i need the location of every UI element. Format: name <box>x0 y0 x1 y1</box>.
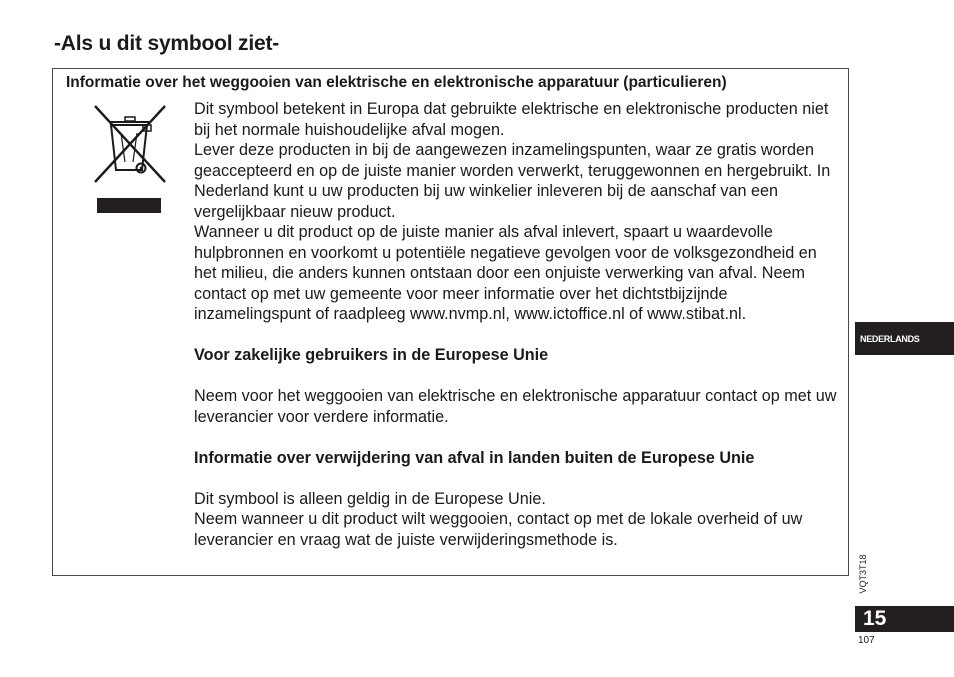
weee-notice-box <box>52 68 849 576</box>
secondary-page-number: 107 <box>858 635 875 646</box>
crossed-out-wheeled-bin-icon <box>91 102 171 214</box>
business-users-text: Neem voor het weggooien van elektrische en elektronische apparatuur contact op met uw leverancier voor verdere informatie. <box>194 387 837 426</box>
paragraph-meaning: Dit symbool betekent in Europa dat gebruikte elektrische en elektronische producten niet bij het normale huishoudelijke afval mogen. <box>194 100 829 139</box>
paragraph-collection: Lever deze producten in bij de aangewezen inzamelingspunten, waar ze gratis worden geaccepteerd en op de juiste manier worden verwerkt, teruggewonnen en hergebruikt. In Nederland kunt u uw producten bij uw winkelier inleveren bij de aanschaf van een vergelijkbaar nieuw product. <box>194 141 831 221</box>
outside-eu-heading: Informatie over verwijdering van afval in landen buiten de Europese Unie <box>194 448 755 467</box>
notice-title: Informatie over het weggooien van elektrische en elektronische apparatuur (particulieren) <box>66 74 727 91</box>
page-heading: -Als u dit symbool ziet- <box>54 32 280 55</box>
outside-eu-text-2: Neem wanneer u dit product wilt weggooien, contact op met de lokale overheid of uw leverancier en vraag wat de juiste verwijderingsmethode is. <box>194 510 803 549</box>
outside-eu-text-1: Dit symbool is alleen geldig in de Europese Unie. <box>194 489 546 508</box>
document-code-text: VQT3T18 <box>858 554 868 594</box>
page-number-tab: 15 <box>855 606 954 632</box>
document-code <box>857 548 869 600</box>
language-tab: NEDERLANDS <box>855 322 954 355</box>
business-users-heading: Voor zakelijke gebruikers in de Europese Unie <box>194 346 549 364</box>
notice-body <box>194 99 839 550</box>
paragraph-benefits: Wanneer u dit product op de juiste manier als afval inlevert, spaart u waardevolle hulpbronnen en voorkomt u potentiële negatieve gevolgen voor de volksgezondheid en het milieu, die anders kunnen ontstaan door een onjuiste verwerking van afval. Neem contact op met uw gemeente voor meer informatie over het dichtstbijzijnde inzamelingspunt of raadpleeg www.nvmp.nl, www.ictoffice.nl of www.stibat.nl. <box>194 223 817 323</box>
